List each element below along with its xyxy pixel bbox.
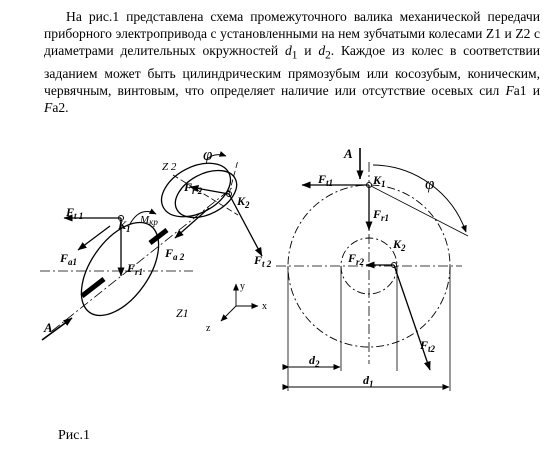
fa1-arrow: [78, 226, 110, 250]
right-ft2-arrow: [394, 265, 430, 370]
para-fa2: F: [44, 99, 53, 115]
fa2-arrow: [175, 208, 209, 238]
para-and2: и: [526, 82, 540, 98]
right-view-figure: [276, 146, 468, 391]
right-phi-label: φ: [425, 174, 435, 193]
left-phi-label: φ: [203, 145, 213, 164]
right-fr2-label: $F_{r2}$: [348, 251, 365, 267]
para-middle: . Каждое из колес в соответствии заданием может быть цилиндрическим прямозубым или косозубым, коническим, червячным, винтовым, что определяет наличие или отсутствие осевых сил: [44, 43, 540, 98]
right-ft1-label: $F_{t1}$: [318, 172, 334, 188]
mkr-label: Mкр: [140, 214, 158, 227]
shaft-axis: [52, 188, 232, 331]
para-fa1-rest: a1: [513, 82, 527, 98]
para-intro: На рис.1 представлена схема промежуточного валика механической передачи приборного электропривода с установленными на нем зубчатыми колесами Z1 и Z2 с диаметрами делительных окружностей: [44, 9, 540, 58]
right-ft2-label: $F_{t2}$: [420, 338, 436, 354]
para-d1-sub: 1: [291, 49, 298, 62]
d2-label: $d_2$: [309, 353, 320, 369]
left-ft2-label: $F_{t 2}$: [254, 253, 272, 269]
z-axis-label: z: [206, 323, 211, 334]
right-k2-label: $K_2$: [393, 237, 406, 253]
y-axis-label: y: [240, 281, 245, 292]
right-view-a-label: A: [344, 146, 353, 161]
para-fa1: F: [505, 82, 514, 98]
left-fa2-label: $F_{a 2}$: [165, 246, 185, 262]
x-axis-label: x: [262, 301, 267, 312]
para-d2: d: [318, 43, 326, 58]
para-and1: и: [297, 43, 319, 58]
left-view-a-label: A: [44, 320, 53, 335]
left-ft1-label: $F_{t 1}$: [66, 205, 84, 221]
left-fr2-label: $F_{r 2}$: [184, 180, 203, 196]
shaft-end: [82, 279, 104, 296]
d1-label: $d_1$: [363, 373, 374, 389]
wheel-z2-back: [167, 161, 244, 227]
z-axis: [221, 306, 236, 321]
left-fr1-label: $F_{r1}$: [127, 261, 144, 277]
para-d1: d: [284, 43, 292, 58]
left-k2-label: $K_2$: [237, 194, 250, 210]
z2-label: Z 2: [162, 161, 177, 173]
left-fa1-label: $F_{a1}$: [60, 251, 78, 267]
z1-label: Z1: [176, 306, 189, 320]
para-end: .: [65, 99, 69, 115]
phi-reference-line: [369, 185, 468, 236]
figure-caption: Рис.1: [58, 428, 90, 443]
para-d2-sub: 2: [325, 49, 331, 62]
coordinate-axes: [206, 281, 267, 334]
left-k1-label: $K_1$: [118, 218, 131, 234]
para-fa2-rest: a2: [52, 99, 66, 115]
right-k1-label: $K_1$: [373, 173, 386, 189]
right-fr1-label: $F_{r1}$: [373, 207, 390, 223]
left-isometric-figure: [40, 145, 272, 340]
